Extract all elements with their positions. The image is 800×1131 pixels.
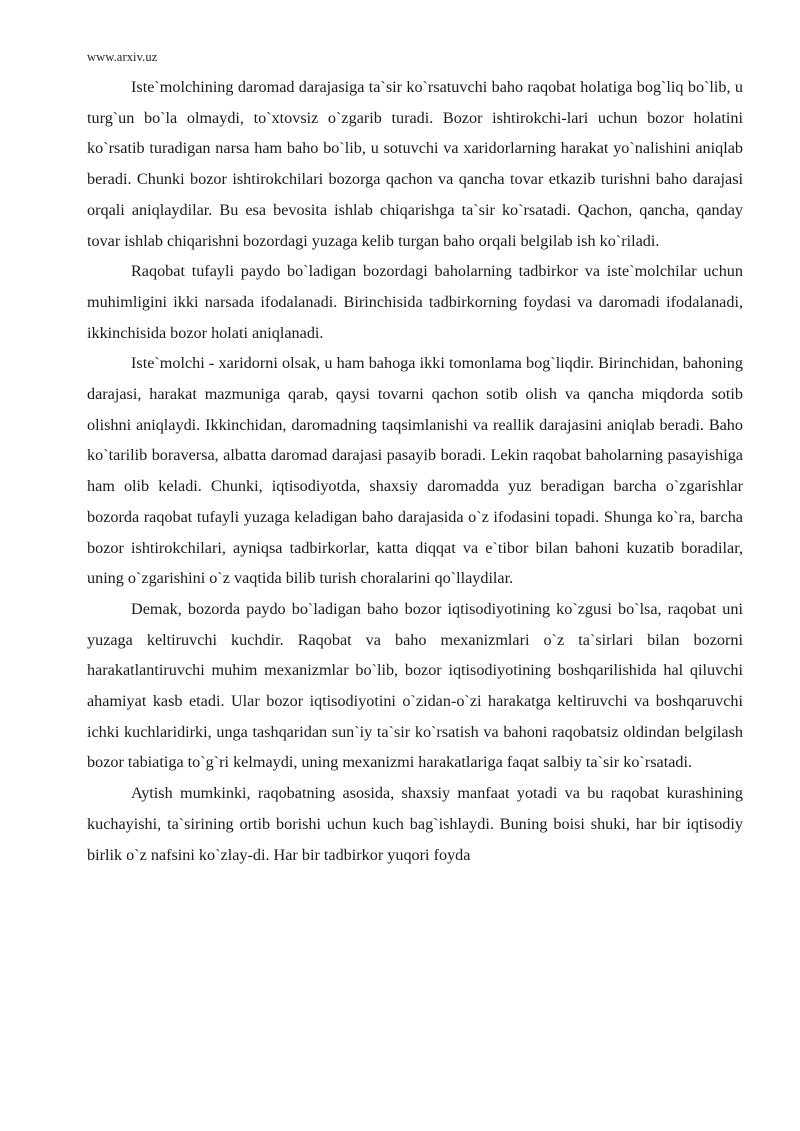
document-body [87,72,743,870]
page-source-url: www.arxiv.uz [87,50,158,64]
paragraph-2: Raqobat tufayli paydo bo`ladigan bozordagi baholarning tadbirkor va iste`molchilar uchun muhimligini ikki narsada ifodalanadi. Birinchisida tadbirkorning foydasi va daromadi ifodalanadi, ikkinchisida bozor holati aniqlanadi. [87,262,743,342]
paragraph-4: Demak, bozorda paydo bo`ladigan baho bozor iqtisodiyotining ko`zgusi bo`lsa, raqobat uni yuzaga keltiruvchi kuchdir. Raqobat va baho mexanizmlari o`z ta`sirlari bilan bozorni harakatlantiruvchi muhim mexanizmlar bo`lib, bozor iqtisodiyotining boshqarilishida hal qiluvchi ahamiyat kasb etadi. Ular bozor iqtisodiyotini o`zidan-o`zi harakatga keltiruvchi va boshqaruvchi ichki kuchlaridirki, unga tashqaridan sun`iy ta`sir ko`rsatish va bahoni raqobatsiz oldindan belgilash bozor tabiatiga to`g`ri kelmaydi, uning mexanizmi harakatlariga faqat salbiy ta`sir ko`rsatadi. [87,599,743,772]
paragraph-5: Aytish mumkinki, raqobatning asosida, shaxsiy manfaat yotadi va bu raqobat kurashining kuchayishi, ta`sirining ortib borishi uchun kuch bag`ishlaydi. Buning boisi shuki, har bir iqtisodiy birlik o`z nafsini ko`zlay-di. Har bir tadbirkor yuqori foyda [87,784,743,864]
paragraph-1: Iste`molchining daromad darajasiga ta`sir ko`rsatuvchi baho raqobat holatiga bog`liq bo`lib, u turg`un bo`la olmaydi, to`xtovsiz o`zgarib turadi. Bozor ishtirokchi-lari uchun bozor holatini ko`rsatib turadigan narsa ham baho bo`lib, u sotuvchi va xaridorlarning harakat yo`nalishini aniqlab beradi. Chunki bozor ishtirokchilari bozorga qachon va qancha tovar etkazib turishni baho darajasi orqali aniqlaydilar. Bu esa bevosita ishlab chiqarishga ta`sir ko`rsatadi. Qachon, qancha, qanday tovar ishlab chiqarishni bozordagi yuzaga kelib turgan baho orqali belgilab ish ko`riladi. [87,78,743,250]
paragraph-3: Iste`molchi - xaridorni olsak, u ham bahoga ikki tomonlama bog`liqdir. Birinchidan, bahoning darajasi, harakat mazmuniga qarab, qaysi tovarni qachon sotib olish va qancha miqdorda sotib olishni aniqlaydi. Ikkinchidan, daromadning taqsimlanishi va reallik darajasini aniqlab beradi. Baho ko`tarilib boraversa, albatta daromad darajasi pasayib boradi. Lekin raqobat baholarning pasayishiga ham olib keladi. Chunki, iqtisodiyotda, shaxsiy daromadda yuz beradigan barcha o`zgarishlar bozorda raqobat tufayli yuzaga keladigan baho darajasida o`z ifodasini topadi. Shunga ko`ra, barcha bozor ishtirokchilari, ayniqsa tadbirkorlar, katta diqqat va e`tibor bilan bahoni kuzatib boradilar, uning o`zgarishini o`z vaqtida bilib turish choralarini qo`llaydilar. [87,354,743,588]
